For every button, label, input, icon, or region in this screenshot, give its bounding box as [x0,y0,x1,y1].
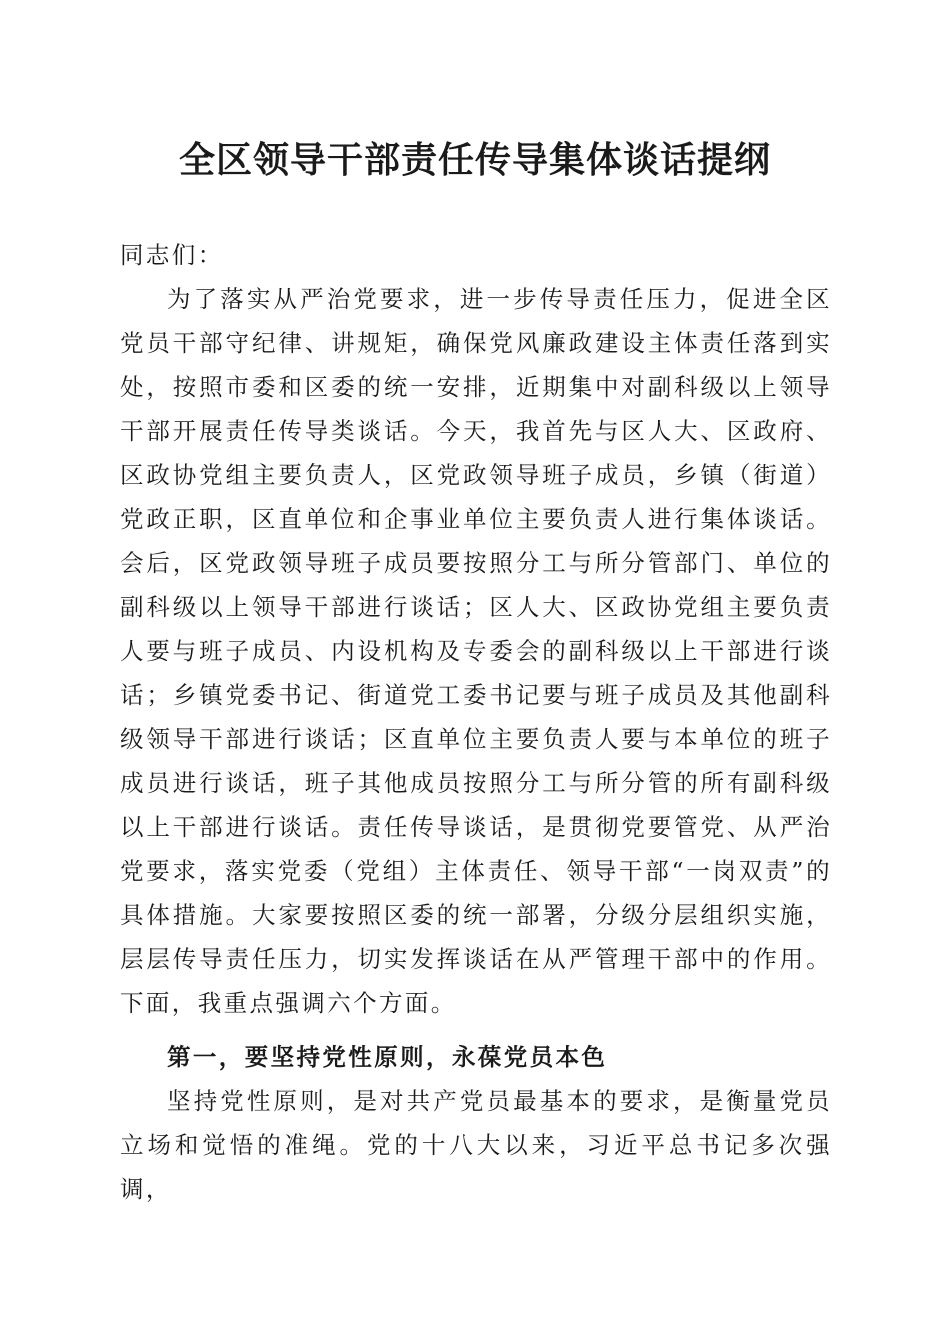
section-heading-first: 第一，要坚持党性原则，永葆党员本色 [167,1043,608,1071]
paragraph-party-principle: 坚持党性原则，是对共产党员最基本的要求，是衡量党员立场和觉悟的准绳。党的十八大以来，习近平总书记多次强调， [120,1087,832,1203]
document-title: 全区领导干部责任传导集体谈话提纲 [178,139,771,181]
paragraph-intro: 为了落实从严治党要求，进一步传导责任压力，促进全区党员干部守纪律、讲规矩，确保党风廉政建设主体责任落到实处，按照市委和区委的统一安排，近期集中对副科级以上领导干部开展责任传导类谈话。今天，我首先与区人大、区政府、区政协党组主要负责人，区党政领导班子成员，乡镇（街道）党政正职，区直单位和企事业单位主要负责人进行集体谈话。会后，区党政领导班子成员要按照分工与所分管部门、单位的副科级以上领导干部进行谈话；区人大、区政协党组主要负责人要与班子成员、内设机构及专委会的副科级以上干部进行谈话；乡镇党委书记、街道党工委书记要与班子成员及其他副科级领导干部进行谈话；区直单位主要负责人要与本单位的班子成员进行谈话，班子其他成员按照分工与所分管的所有副科级以上干部进行谈话。责任传导谈话，是贯彻党要管党、从严治党要求，落实党委（党组）主体责任、领导干部“一岗双责”的具体措施。大家要按照区委的统一部署，分级分层组织实施，层层传导责任压力，切实发挥谈话在从严管理干部中的作用。下面，我重点强调六个方面。 [120,285,832,1017]
greeting: 同志们： [120,241,224,269]
